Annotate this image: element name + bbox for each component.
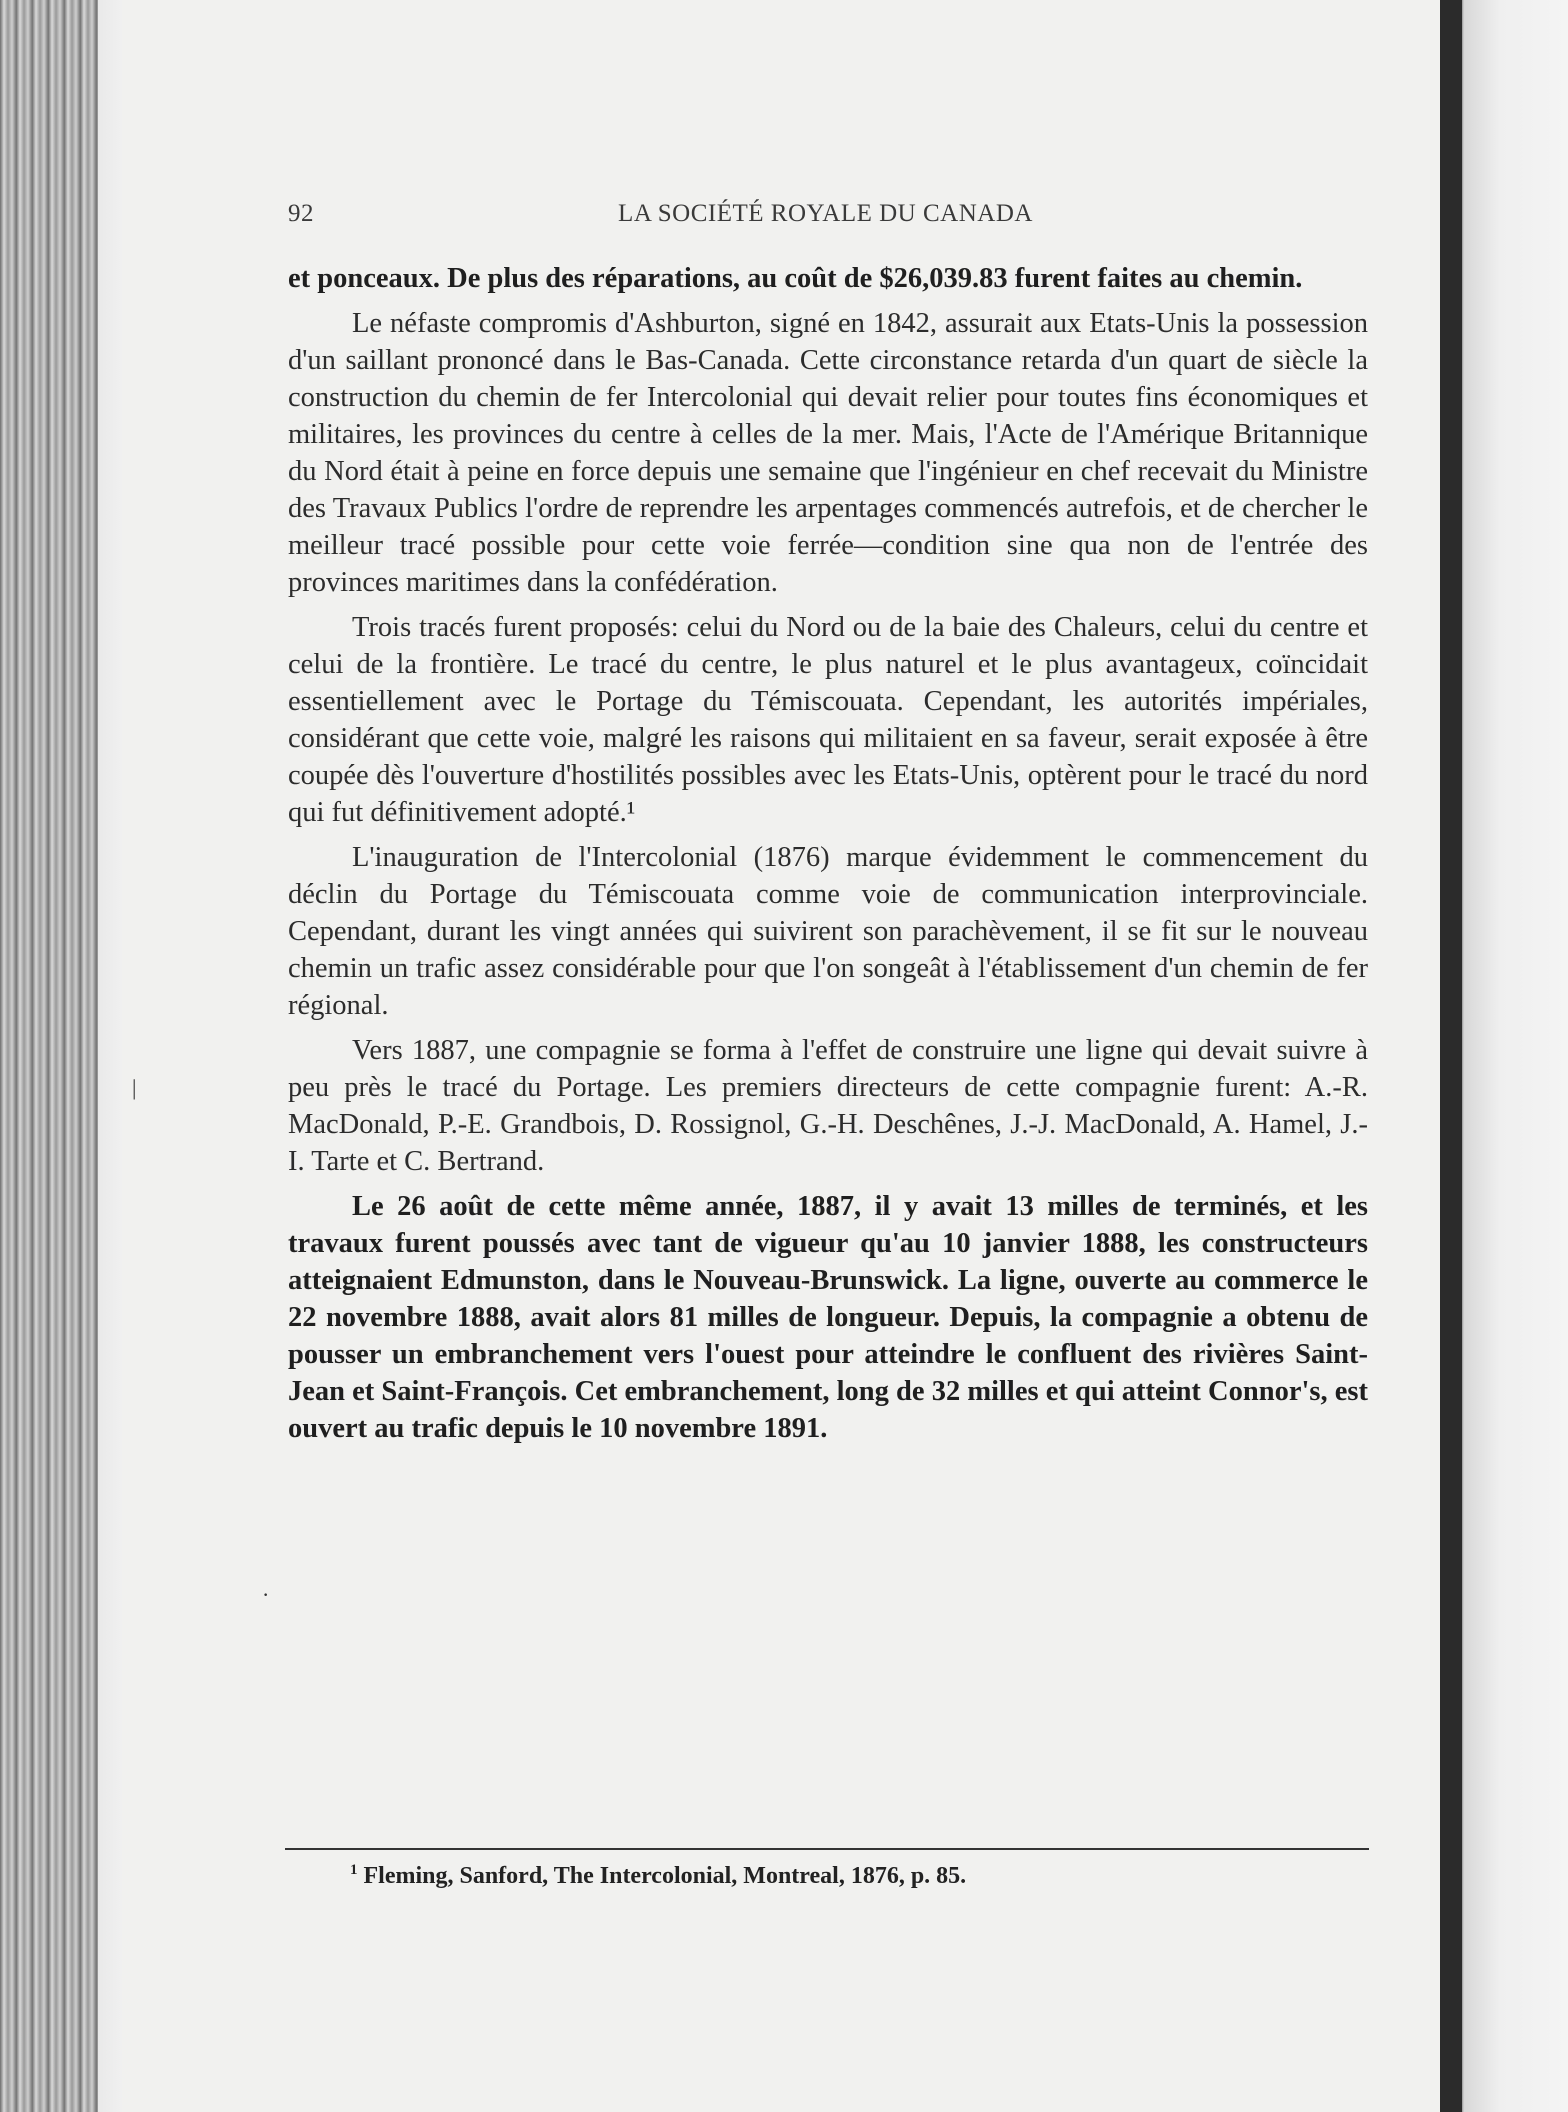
paragraph: L'inauguration de l'Intercolonial (1876) marque évidemment le commencement du déclin du Portage du Témiscouata comme voie de communication interprovinciale. Cependant, durant les vingt années qui suivirent son parachèvement, il se fit sur le nouveau chemin un trafic assez considérable pour que l'on songeât à l'établissement d'un chemin de fer régional. [288, 842, 1368, 1021]
paragraph: Le néfaste compromis d'Ashburton, signé en 1842, assurait aux Etats-Unis la possession d'un saillant prononcé dans le Bas-Canada. Cette circonstance retarda d'un quart de siècle la construction du chemin de fer Intercolonial qui devait relier pour toutes fins économiques et militaires, les provinces du centre à celles de la mer. Mais, l'Acte de l'Amérique Britannique du Nord était à peine en force depuis une semaine que l'ingénieur en chef recevait du Ministre des Travaux Publics l'ordre de reprendre les arpentages commencés autrefois, et de chercher le meilleur tracé possible pour cette voie ferrée—condition sine qua non de l'entrée des provinces maritimes dans la confédération. [288, 308, 1368, 598]
book-page-stack-edge [0, 0, 128, 2112]
footnote-text: Fleming, Sanford, The Intercolonial, Montreal, 1876, p. 85. [363, 1863, 967, 1889]
page-number: 92 [288, 200, 314, 227]
footnote-marker: 1 [350, 1862, 358, 1878]
book-page [122, 0, 1440, 2112]
footnote [350, 1862, 1350, 1890]
paragraph: Vers 1887, une compagnie se forma à l'effet de construire une ligne qui devait suivre à peu près le tracé du Portage. Les premiers directeurs de cette compagnie furent: A.-R. MacDonald, P.-E. Grandbois, D. Rossignol, G.-H. Deschênes, J.-J. MacDonald, A. Hamel, J.-I. Tarte et C. Bertrand. [288, 1035, 1368, 1177]
running-head [288, 200, 1363, 234]
paragraph: et ponceaux. De plus des réparations, au coût de $26,039.83 furent faites au chemin. [288, 263, 1303, 294]
margin-dot: · [262, 1582, 270, 1607]
paragraph: Le 26 août de cette même année, 1887, il y avait 13 milles de terminés, et les travaux furent poussés avec tant de vigueur qu'au 10 janvier 1888, les constructeurs atteignaient Edmunston, dans le Nouveau-Brunswick. La ligne, ouverte au commerce le 22 novembre 1888, avait alors 81 milles de longueur. Depuis, la compagnie a obtenu de pousser un embranchement vers l'ouest pour atteindre le confluent des rivières Saint-Jean et Saint-François. Cet embranchement, long de 32 milles et qui atteint Connor's, est ouvert au trafic depuis le 10 novembre 1891. [288, 1191, 1368, 1444]
facing-page-edge [1440, 0, 1568, 2112]
running-title: LA SOCIÉTÉ ROYALE DU CANADA [618, 200, 1033, 227]
footnote-divider [285, 1848, 1369, 1850]
margin-mark: | [132, 1075, 137, 1100]
paragraph: Trois tracés furent proposés: celui du Nord ou de la baie des Chaleurs, celui du centre et celui de la frontière. Le tracé du centre, le plus naturel et le plus avantageux, coïncidait essentiellement avec le Portage du Témiscouata. Cependant, les autorités impériales, considérant que cette voie, malgré les raisons qui militaient en sa faveur, serait exposée à être coupée dès l'ouverture d'hostilités possibles avec les Etats-Unis, optèrent pour le tracé du nord qui fut définitivement adopté.¹ [288, 612, 1368, 828]
body-text [288, 260, 1368, 1455]
